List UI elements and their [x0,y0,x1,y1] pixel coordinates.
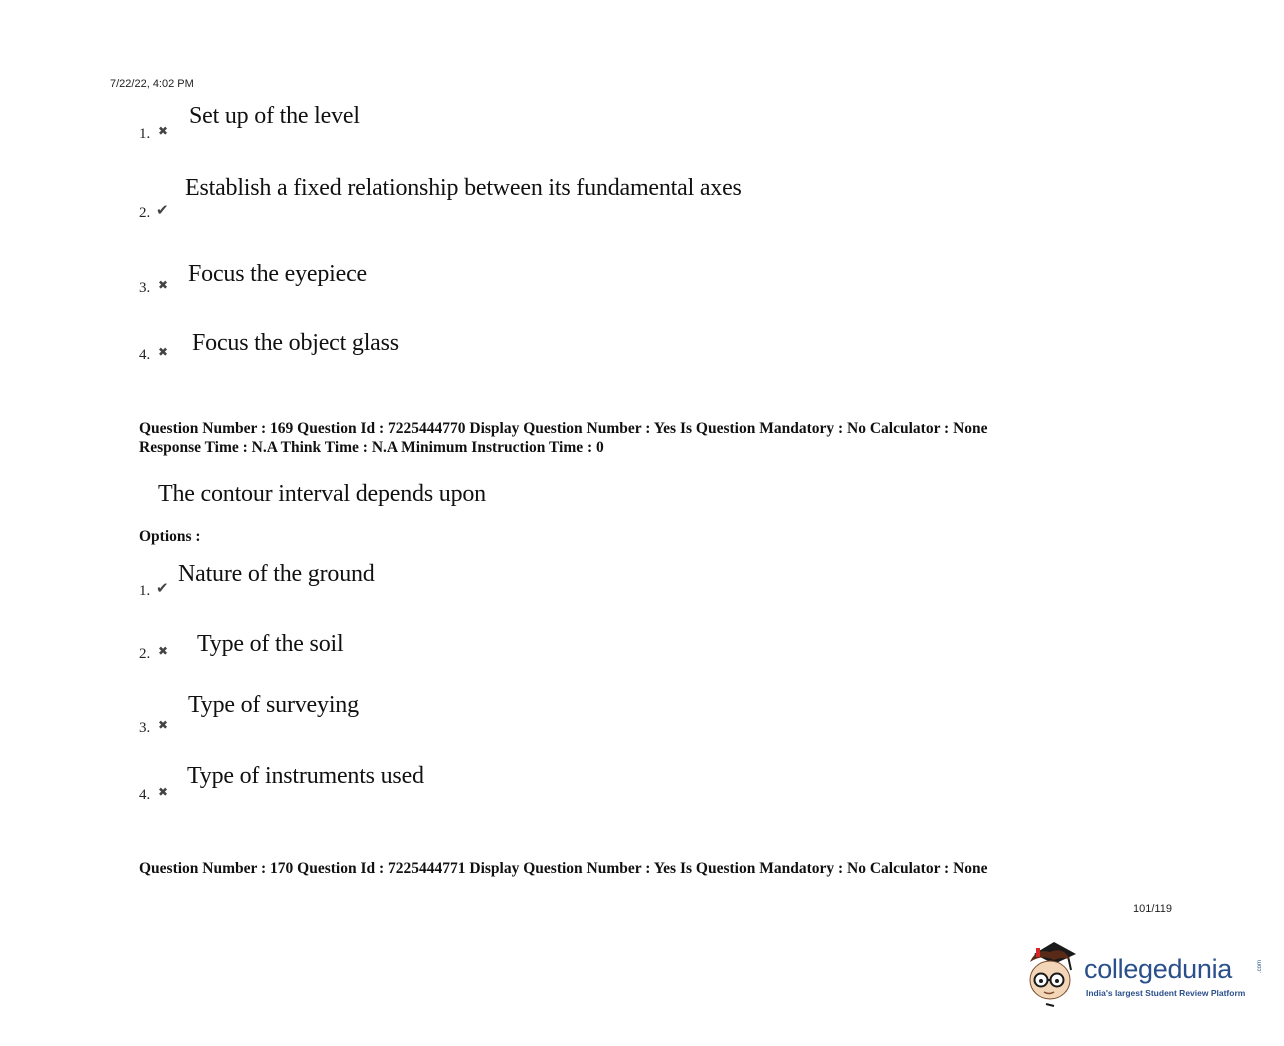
option-number: 3. [139,720,151,736]
option-text: Focus the object glass [192,330,399,356]
option-text: Type of instruments used [187,763,424,789]
cross-icon: ✖ [158,278,169,292]
question-169-timing: Response Time : N.A Think Time : N.A Minimum Instruction Time : 0 [139,439,604,456]
question-169-meta: Question Number : 169 Question Id : 7225444770 Display Question Number : Yes Is Question Mandatory : No Calculator : None [139,420,988,437]
option-text: Establish a fixed relationship between its fundamental axes [185,175,742,201]
print-timestamp: 7/22/22, 4:02 PM [110,78,194,90]
check-icon: ✔ [156,581,169,597]
option-number: 3. [139,280,151,296]
option-text: Set up of the level [189,103,360,129]
cross-icon: ✖ [158,718,169,732]
check-icon: ✔ [156,203,169,219]
cross-icon: ✖ [158,124,169,138]
cross-icon: ✖ [158,644,169,658]
option-text: Type of the soil [197,631,344,657]
question-170-meta: Question Number : 170 Question Id : 7225444771 Display Question Number : Yes Is Question Mandatory : No Calculator : None [139,860,988,877]
option-number: 4. [139,787,151,803]
collegedunia-logo [1024,938,1263,1010]
option-number: 1. [139,126,151,142]
logo-tagline: India's largest Student Review Platform [1086,988,1246,998]
mascot-icon [1024,938,1086,1008]
question-169-text: The contour interval depends upon [158,481,486,507]
option-text: Nature of the ground [178,561,375,587]
option-number: 4. [139,347,151,363]
logo-suffix: .com [1257,960,1263,974]
option-text: Type of surveying [188,692,359,718]
logo-wordmark: collegedunia [1084,954,1233,984]
option-number: 1. [139,583,151,599]
option-number: 2. [139,205,151,221]
cross-icon: ✖ [158,785,169,799]
options-label: Options : [139,528,201,545]
option-text: Focus the eyepiece [188,261,367,287]
cross-icon: ✖ [158,345,169,359]
option-number: 2. [139,646,151,662]
page-number: 101/119 [1133,903,1172,915]
